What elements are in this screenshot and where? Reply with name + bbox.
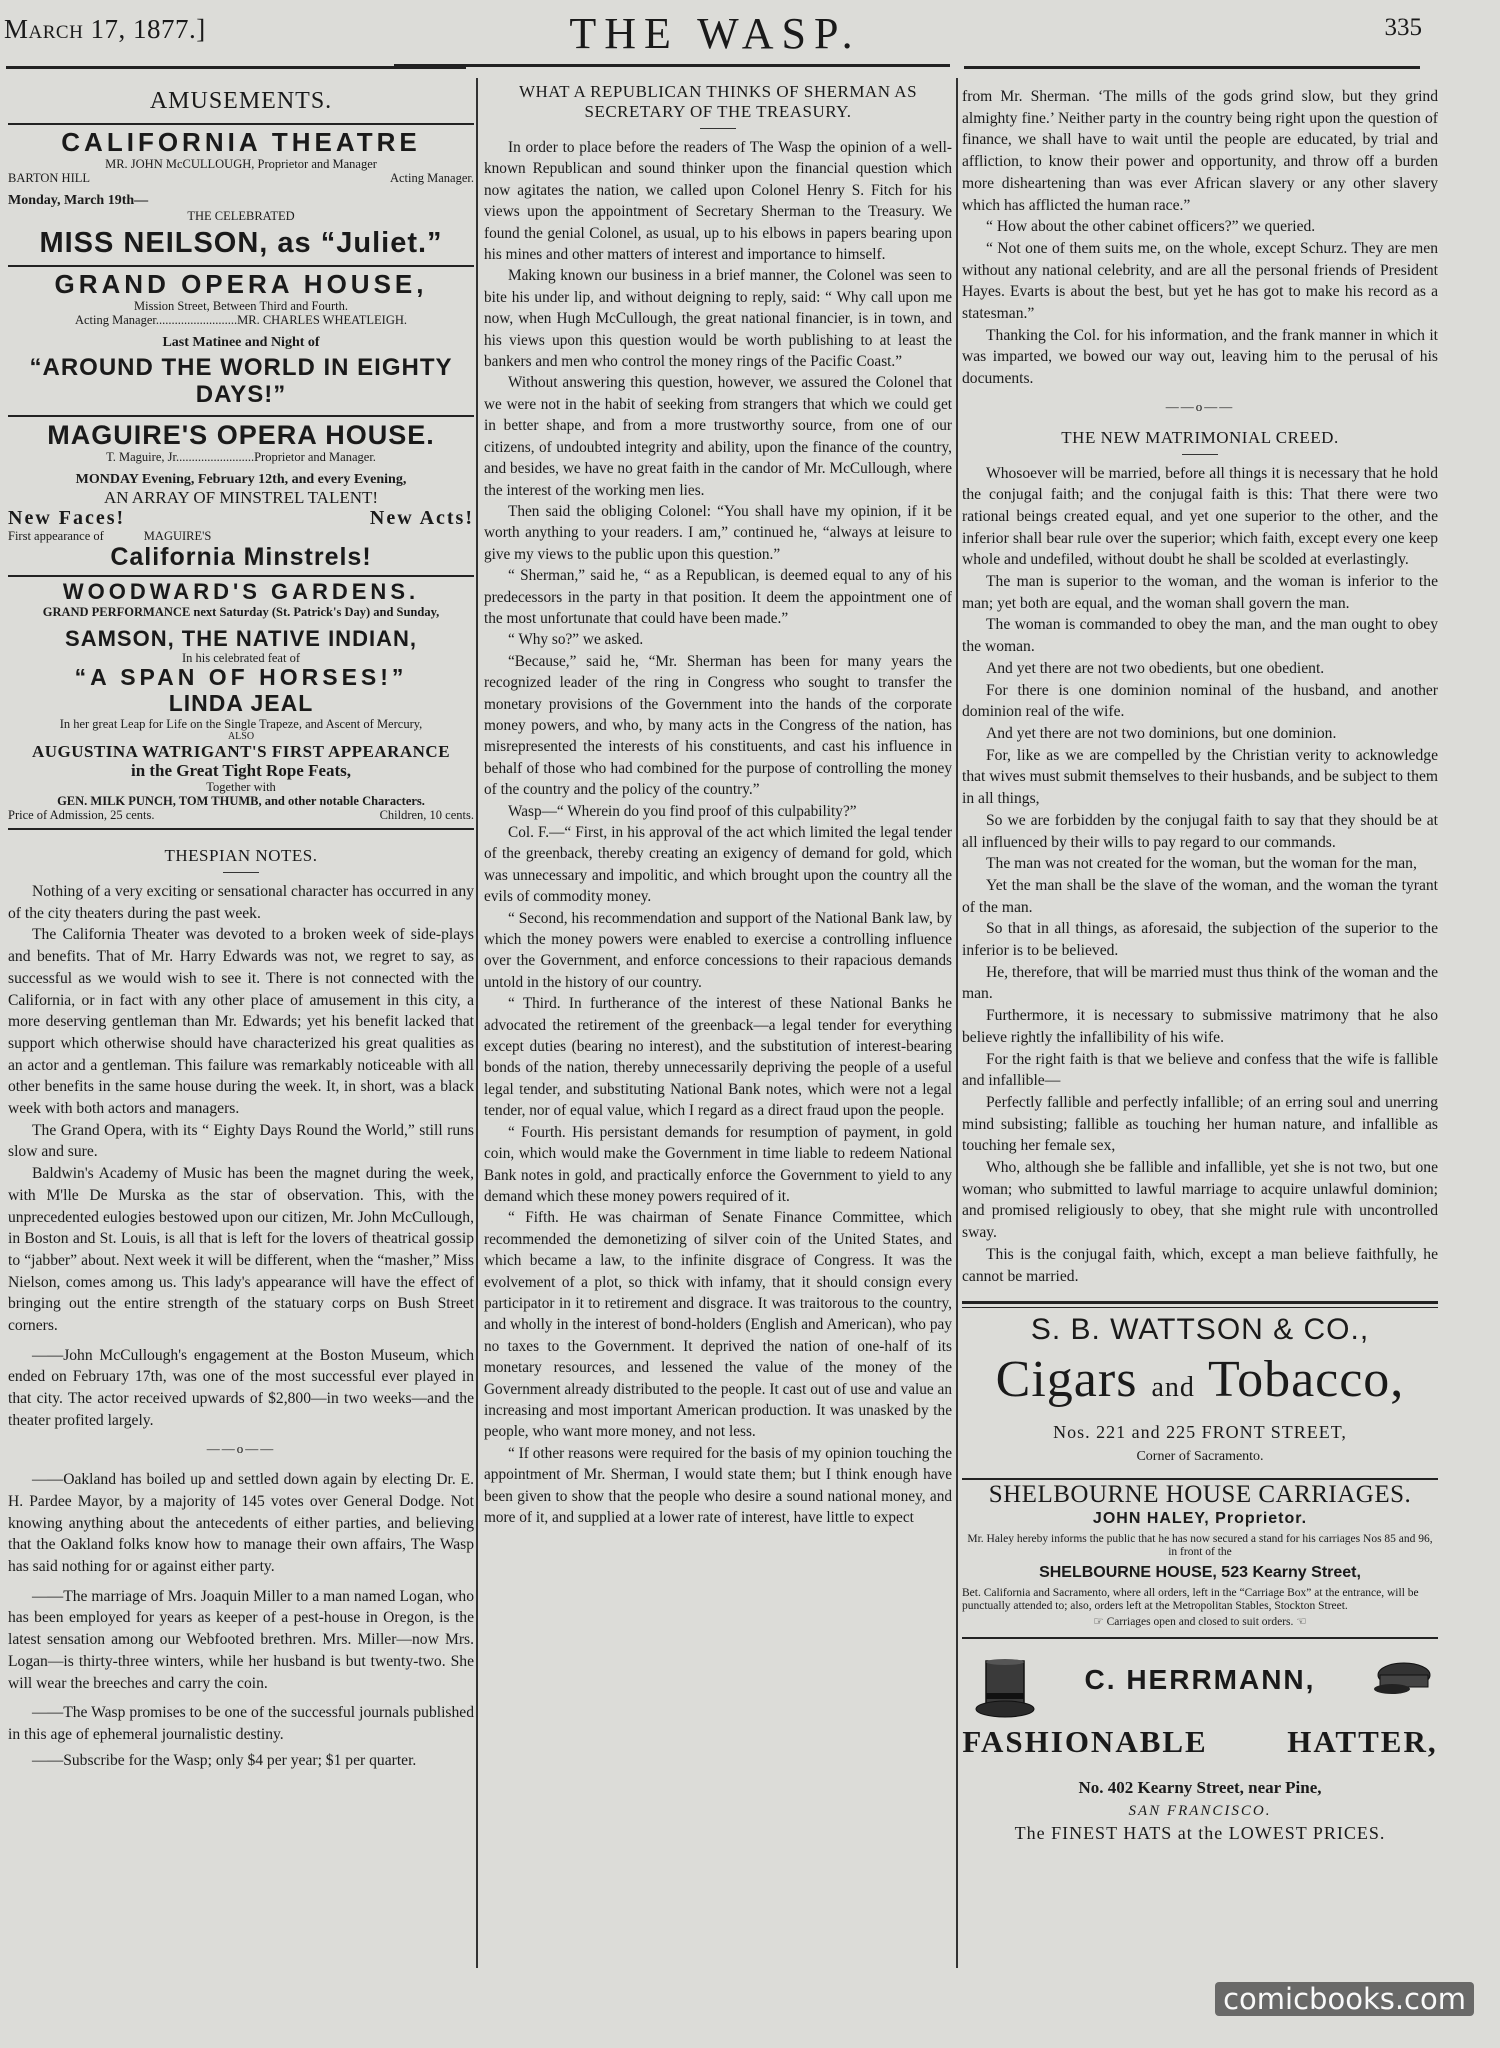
price-adult: Price of Admission, 25 cents. (8, 807, 155, 822)
article-paragraph: “ Second, his recommendation and support of the National Bank law, by which the money powers were enabled to exercise a controlling influence over the Government, and enforce concessions to their rapacious demands untold in the history of our country. (484, 909, 952, 991)
creed-paragraph: The woman is commanded to obey the man, and the man ought to obey the woman. (962, 616, 1438, 656)
creed-paragraph: And yet there are not two dominions, but one dominion. (986, 724, 1337, 742)
tobacco-word: Tobacco, (1207, 1351, 1405, 1409)
last-matinee-line: Last Matinee and Night of (162, 335, 320, 351)
maguires-small: MAGUIRE'S (143, 528, 212, 543)
creed-paragraph: Yet the man shall be the slave of the woman, and the woman the tyrant of the man. (962, 876, 1438, 916)
carriages-text: Carriages open and closed to suit orders. (1106, 1615, 1294, 1628)
article-paragraph: “ Sherman,” said he, “ as a Republican, is deemed equal to any of his predecessors in the party in that position. It deem the appointment one of the most unfortunate that could have been made.” (484, 567, 952, 627)
separator: ——o—— (1165, 398, 1235, 414)
wattson-advertisement (962, 1312, 1438, 1467)
shelbourne-proprietor: JOHN HALEY, Proprietor. (1092, 1510, 1308, 1528)
first-appearance-row (8, 529, 474, 543)
article-paragraph: “ Fifth. He was chairman of Senate Finance Committee, which recommended the demonetizing of silver coin of the United States, and which became a law, to the infinite disgrace of Congress. It was the evolvement of a plot, so thick with infamy, that it should consign every participator in it to retirement and disgrace. It was traitorous to the country, and wholly in the interest of bond-holders (English and American), who pay no taxes to the Government. It deprived the nation of one-half of its monetary resources, and lessened the value of the money of the Government already distributed to the people. It cast out of use and value an increasing and most important American production. It was unasked by the people, who want more money, and not less. (484, 1209, 952, 1441)
grand-opera-manager: Acting Manager..........................MR. CHARLES WHEATLEIGH. (74, 313, 408, 328)
continuation-paragraph: Thanking the Col. for his information, and the frank manner in which it was imparted, we bowed our way out, leaving him to the perusal of his documents. (962, 326, 1438, 388)
acting-manager-label: Acting Manager. (389, 170, 474, 185)
span-of-horses-title: “A SPAN OF HORSES!” (74, 664, 408, 691)
shelbourne-house: SHELBOURNE HOUSE, 523 Kearny Street, (1039, 1564, 1361, 1582)
amusements-heading: AMUSEMENTS. (149, 88, 333, 114)
california-minstrels-title: California Minstrels! (110, 542, 372, 571)
creed-paragraph: And yet there are not two obedients, but one obedient. (986, 659, 1325, 677)
divider (8, 575, 474, 577)
maguires-title: MAGUIRE'S OPERA HOUSE. (47, 419, 435, 450)
creed-paragraph: Who, although she be fallible and infallible, yet she is not two, but one woman; who submitted to lawful marriage to acquire unlawful dominion; and promised religiously to obey, that she might rule with uncontrolled sway. (962, 1159, 1438, 1242)
fashionable-word: FASHIONABLE (962, 1723, 1208, 1759)
thespian-paragraph: Nothing of a very exciting or sensational character has occurred in any of the city theaters during the past week. (8, 882, 474, 922)
hatter-word: HATTER, (1287, 1723, 1438, 1759)
woodwards-title: WOODWARD'S GARDENS. (62, 578, 420, 604)
column-divider-2 (956, 78, 958, 1968)
creed-paragraph: For, like as we are compelled by the Christian verity to acknowledge that wives must submit themselves to their husbands, and be subject to them in all things, (962, 746, 1438, 808)
heading-rule (1182, 454, 1218, 455)
thespian-paragraph: ——John McCullough's engagement at the Boston Museum, which ended on February 17th, was one of the most successful ever played in that city. The actor received upwards of $2,800—in two weeks—and the theater profited largely. (8, 1346, 474, 1429)
fashionable-hatter-line (962, 1723, 1438, 1759)
celebrated-feat-line: In his celebrated feat of (182, 651, 300, 666)
page-number: 335 (1384, 14, 1422, 41)
shelbourne-details: Bet. California and Sacramento, where all orders, left in the “Carriage Box” at the entrance, will be punctually attended to; also, orders left at the Metropolitan Stables, Stockton Street. (962, 1586, 1419, 1612)
herrmann-tagline: The FINEST HATS at the LOWEST PRICES. (1014, 1822, 1386, 1843)
divider (8, 265, 474, 267)
thespian-paragraph: ——Subscribe for the Wasp; only $4 per year; $1 per quarter. (32, 1751, 417, 1769)
column-1 (8, 82, 474, 1962)
thespian-heading: THESPIAN NOTES. (164, 845, 318, 865)
creed-paragraph: So we are forbidden by the conjugal faith to say that they should be at all influenced by their wills to pay regard to our commands. (962, 811, 1438, 851)
first-appearance: First appearance of (8, 528, 104, 543)
site-watermark: comicbooks.com (1215, 1982, 1474, 2016)
samson-title: SAMSON, THE NATIVE INDIAN, (65, 625, 417, 651)
article-paragraph: Col. F.—“ First, in his approval of the act which limited the legal tender of the greenback, thereby creating an exigency of demand for gold, which was unnecessary and impolitic, and which brought upon the country all the evils of commodity money. (484, 824, 952, 906)
masthead: THE WASP. (569, 9, 861, 58)
cigars-tobacco-line (962, 1352, 1438, 1416)
heading-rule (223, 872, 259, 873)
amusements-block (8, 88, 474, 830)
neilson-title: MISS NEILSON, as “Juliet.” (39, 226, 443, 259)
creed-paragraph: The man is superior to the woman, and the woman is inferior to the man; yet both are equal, and the woman shall govern the man. (962, 573, 1438, 612)
new-faces-row (8, 507, 474, 529)
divider (8, 828, 474, 830)
thespian-paragraph: Baldwin's Academy of Music has been the magnet during the week, with M'lle De Murska as the star of observation. This, with the unprecedented eulogies bestowed upon our citizen, Mr. John McCullough, in Boston and St. Louis, is all that is left for the lovers of theatrical gossip to “jabber” about. Next week it will be different, when the “masher,” Miss Nielson, comes among us. This lady's appearance will have the effect of bringing out the entire strength of the statuary corps on Bush Street corners. (8, 1165, 474, 1335)
also-line: ALSO (227, 730, 255, 742)
shelbourne-carriages-line (962, 1616, 1438, 1629)
gen-milk-punch-line: GEN. MILK PUNCH, TOM THUMB, and other notable Characters. (57, 793, 425, 808)
and-word: and (1151, 1372, 1195, 1404)
column-divider-1 (476, 78, 478, 1968)
article-paragraph: Wasp—“ Wherein do you find proof of this culpability?” (508, 802, 857, 820)
creed-paragraph: For the right faith is that we believe and confess that the wife is fallible and infallible— (962, 1050, 1438, 1090)
continuation-paragraph: “ Not one of them suits me, on the whole, except Schurz. They are men without any national celebrity, and are all the personal friends of President Hayes. Evarts is about the best, but yet he has got to make his record as a statesman.” (962, 239, 1438, 323)
herrmann-name: C. HERRMANN, (1084, 1663, 1316, 1695)
divider (8, 415, 474, 417)
price-row (8, 808, 474, 822)
page-header (0, 6, 1430, 58)
monday-evening-line: MONDAY Evening, February 12th, and every Evening, (75, 471, 407, 487)
manager-line: MR. JOHN McCULLOUGH, Proprietor and Manager (105, 156, 377, 171)
wattson-corner: Corner of Sacramento. (1136, 1448, 1264, 1464)
ad-rule (962, 1301, 1438, 1304)
wattson-address: Nos. 221 and 225 FRONT STREET, (1053, 1422, 1347, 1443)
acting-manager-row (8, 171, 474, 185)
ad-rule (962, 1637, 1438, 1639)
article-paragraph: In order to place before the readers of The Wasp the opinion of a well-known Republican and sound thinker upon the financial question which now agitates the nation, we called upon Colonel Henry S. Fitch for his views upon the appointment of Secretary Sherman to the Treasury. We found the genial Colonel, as usual, up to his elbows in papers bearing upon his mines and other matters of interest and importance to himself. (484, 139, 952, 264)
celebrated-line: THE CELEBRATED (187, 208, 295, 223)
cap-icon (1372, 1657, 1434, 1707)
ad-rule (962, 1478, 1438, 1480)
shelbourne-notice: Mr. Haley hereby informs the public that he has now secured a stand for his carriages Nos 85 and 96, in front of the (967, 1533, 1433, 1559)
creed-paragraph: Whosoever will be married, before all things it is necessary that he hold the conjugal faith; and the conjugal faith is this: That there were two rational beings created equal, and yet one superior to the other, and the inferior shall bear rule over the superior; which faith, except every one keep whole and undefiled, without doubt he shall be scolded at everlastingly. (962, 464, 1438, 569)
california-theatre-title: CALIFORNIA THEATRE (61, 126, 421, 157)
article-paragraph: “Because,” said he, “Mr. Sherman has been for many years the recognized leader of the ring in Congress who sought to transfer the monetary provisions of the Government into the hands of the corporate money powers, and who, by many acts in the Congress of the nation, has misrepresented the interests of his constituents, and cast his influence in behalf of those who had combined for the purpose of controlling the money of the country and the policy of the country.” (484, 652, 952, 799)
new-faces: New Faces! (8, 506, 126, 529)
column-3 (962, 86, 1438, 1966)
article-paragraph: “ Third. In furtherance of the interest of these National Banks he advocated the retirement of the greenback—a legal tender for everything except duties (bearing no interest), and the substitution of interest-bearing bonds of the nation, thereby unnecessarily depriving the people of a useful legal tender, and substituting National Bank notes, which were not a legal tender, nor of equal value, which I regard as a direct fraud upon the people. (484, 995, 952, 1120)
pointing-hand-left-icon: ☜ (1296, 1615, 1307, 1628)
cigars-word: Cigars (995, 1351, 1138, 1409)
divider (8, 123, 474, 125)
tight-rope-line: in the Great Tight Rope Feats, (130, 760, 352, 780)
creed-paragraph: The man was not created for the woman, but the woman for the man, (986, 855, 1417, 873)
thespian-paragraph: ——Oakland has boiled up and settled down again by electing Dr. E. H. Pardee Mayor, by a majority of 145 votes over General Dodge. Not knowing anything about the antecedents of either parties, and believing that the Oakland folks know how to manage their own affairs, The Wasp has said nothing for or against either party. (8, 1471, 474, 1576)
heading-rule (700, 128, 736, 129)
grand-performance-line: GRAND PERFORMANCE next Saturday (St. Patrick's Day) and Sunday, (42, 604, 440, 619)
grand-opera-title: GRAND OPERA HOUSE, (54, 269, 428, 300)
maguire-proprietor: T. Maguire, Jr.........................Proprietor and Manager. (106, 449, 376, 464)
shelbourne-advertisement (962, 1480, 1438, 1629)
article-paragraph: “ Fourth. His persistant demands for resumption of payment, in gold coin, which would make the Government in time liable to redeem National Bank notes in gold, and practically enforce the Government to yield to any demand which these money powers required of it. (484, 1123, 952, 1205)
herrmann-advertisement (962, 1641, 1438, 1841)
linda-jeal-title: LINDA JEAL (168, 689, 314, 716)
article-paragraph: Without answering this question, however, we assured the Colonel that we were not in the habit of seeking from strangers that which we could get in better shape, and from a more trustworthy source, from one of our citizens, of undoubted integrity and ability, upon the finance of the country, and besides, we have no great faith in the candor of Mr. McCullough, where the interest of the working men lies. (484, 374, 952, 499)
creed-paragraph: Furthermore, it is necessary to submissive matrimony that he also believe rightly the infallibility of his wife. (962, 1007, 1438, 1046)
header-rule-right (964, 66, 1420, 69)
leap-line: In her great Leap for Life on the Single Trapeze, and Ascent of Mercury, (59, 716, 423, 731)
separator: ——o—— (206, 1440, 276, 1456)
creed-heading: THE NEW MATRIMONIAL CREED. (1061, 427, 1339, 447)
header-rule-mid (394, 64, 950, 67)
creed-paragraph: For there is one dominion nominal of the husband, and another dominion real of the wife. (962, 681, 1438, 721)
price-children: Children, 10 cents. (379, 807, 474, 822)
continuation-paragraph: from Mr. Sherman. ‘The mills of the gods grind slow, but they grind almighty fine.’ Neither party in the country being right upon the question of finance, we shall have to wait until the people are educated, by trial and affliction, to know their power and opportunity, and throw off a burden more disheartening than was ever African slavery or any other slavery which has afflicted the human race.” (962, 88, 1438, 214)
article-paragraph: Making known our business in a brief manner, the Colonel was seen to bite his under lip, and without deigning to reply, said: “ Why call upon me now, when Hugh McCullough, the great national financier, is in town, and his views upon this question would be worth publishing to at least the bankers and men who control the money rings of the Pacific Coast.” (484, 267, 952, 371)
continuation-paragraph: “ How about the other cabinet officers?” we queried. (986, 218, 1316, 236)
republican-heading: WHAT A REPUBLICAN THINKS OF SHERMAN AS SECRETARY OF THE TREASURY. (518, 82, 918, 121)
together-line: Together with (206, 779, 276, 794)
thespian-paragraph: The California Theater was devoted to a broken week of side-plays and benefits. That of Mr. Harry Edwards was not, we regret to say, as successful as we would wish to see it. There is not connected with the California, or in fact with any other place of amusement in this city, a more deserving gentleman than Mr. Edwards; yet his benefit lacked that support which otherwise should have characterized his great qualities as an actor and a gentleman. This failure was remarkably noticeable with all other benefits in the same house during the week. It, in short, was a black week with both actors and managers. (8, 926, 474, 1118)
herrmann-city: SAN FRANCISCO. (1128, 1802, 1272, 1819)
creed-paragraph: Perfectly fallible and perfectly infallible; of an erring soul and unerring mind subsisting; fallible as touching her human nature, and infallible as touching her female sex, (962, 1093, 1438, 1155)
pointing-hand-icon: ☞ (1093, 1615, 1104, 1628)
thespian-paragraph: The Grand Opera, with its “ Eighty Days Round the World,” still runs slow and sure. (8, 1121, 474, 1161)
augustina-line: AUGUSTINA WATRIGANT'S FIRST APPEARANCE (31, 741, 451, 761)
creed-paragraph: He, therefore, that will be married must thus think of the woman and the man. (962, 963, 1438, 1003)
article-paragraph: “ If other reasons were required for the basis of my opinion touching the appointment of Mr. Sherman, I would state them; but I think enough have been given to show that the people who desire a sound national money, and more of it, and supplied at a lower rate of interest, have little to expect (484, 1444, 952, 1526)
thespian-paragraph: ——The Wasp promises to be one of the successful journals published in this age of ephemeral journalistic destiny. (8, 1704, 474, 1743)
grand-opera-address: Mission Street, Between Third and Fourth. (134, 299, 348, 314)
wattson-name: S. B. WATTSON & CO., (1030, 1313, 1370, 1347)
new-acts: New Acts! (369, 506, 474, 529)
thespian-paragraph: ——The marriage of Mrs. Joaquin Miller to a man named Logan, who has been employed for years as keeper of a pest-house in Oregon, is the latest sensation among our Webfooted brethren. Mrs. Miller—now Mrs. Logan—is thirty-three winters, while her husband is but twenty-two. She will wear the breeches and carry the coin. (8, 1587, 474, 1692)
ad-rule (962, 1307, 1438, 1308)
article-paragraph: Then said the obliging Colonel: “You shall have my opinion, if it be worth anything to your readers. I am,” continued he, “always at leisure to give my views to the public upon this question.” (484, 502, 952, 563)
creed-paragraph: This is the conjugal faith, which, except a man believe faithfully, he cannot be married. (962, 1245, 1438, 1285)
minstrel-array-line: AN ARRAY OF MINSTREL TALENT! (103, 487, 379, 507)
article-paragraph: “ Why so?” we asked. (508, 631, 644, 649)
creed-paragraph: So that in all things, as aforesaid, the subjection of the superior to the inferior is to be believed. (962, 920, 1438, 960)
column-2 (484, 82, 952, 1964)
acting-manager-name: BARTON HILL (8, 170, 91, 185)
shelbourne-title: SHELBOURNE HOUSE CARRIAGES. (988, 1480, 1412, 1508)
herrmann-address: No. 402 Kearny Street, near Pine, (1078, 1777, 1322, 1797)
performance-date: Monday, March 19th— (8, 192, 149, 208)
top-hat-icon (974, 1657, 1036, 1723)
around-world-title: “AROUND THE WORLD IN EIGHTY DAYS!” (29, 353, 453, 408)
issue-date: March 17, 1877.] (4, 14, 206, 44)
